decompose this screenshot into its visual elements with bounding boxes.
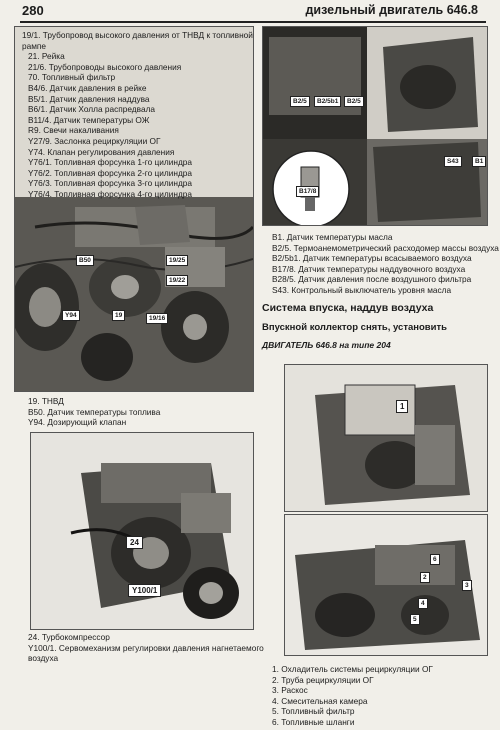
legend-item: B11/4. Датчик температуры ОЖ bbox=[28, 114, 150, 125]
engine-photo-turbocharger bbox=[30, 432, 254, 630]
legend-item: 19/1. Трубопровод высокого давления от ТНВД к топливной bbox=[22, 30, 253, 40]
callout-24: 24 bbox=[126, 536, 143, 549]
legend-item: воздуха bbox=[28, 653, 59, 664]
callout-y94: Y94 bbox=[62, 310, 80, 321]
callout-b50: B50 bbox=[76, 255, 94, 266]
legend-item: 1. Охладитель системы рециркуляции ОГ bbox=[272, 664, 433, 674]
page-number: 280 bbox=[22, 3, 44, 18]
section-subtitle: Впускной коллектор снять, установить bbox=[262, 322, 447, 333]
legend-item: Y94. Дозирующий клапан bbox=[28, 417, 127, 428]
legend-item: Y76/3. Топливная форсунка 3-го цилиндра bbox=[28, 178, 193, 189]
legend-item: Y76/2. Топливная форсунка 2-го цилиндра bbox=[28, 167, 193, 178]
section-title: Система впуска, наддув воздуха bbox=[262, 302, 434, 314]
header-rule bbox=[20, 21, 486, 23]
legend-item: Y100/1. Сервомеханизм регулировки давления нагнетаемого bbox=[28, 642, 264, 653]
callout-19-16: 19/16 bbox=[146, 313, 168, 324]
legend-item: 19. ТНВД bbox=[28, 396, 64, 406]
legend-item: B1. Датчик температуры масла bbox=[272, 232, 393, 242]
legend-item: 5. Топливный фильтр bbox=[272, 706, 355, 717]
section-engine-label: ДВИГАТЕЛЬ 646.8 на типе 204 bbox=[262, 340, 391, 350]
callout-19: 19 bbox=[112, 310, 125, 321]
fig-intake-legend bbox=[272, 664, 433, 728]
legend-item: 70. Топливный фильтр bbox=[28, 72, 116, 83]
engine-photo-intake-manifold bbox=[284, 514, 488, 656]
legend-item: Y76/1. Топливная форсунка 1-го цилиндра bbox=[28, 157, 193, 168]
legend-item: Y27/9. Заслонка рециркуляции ОГ bbox=[28, 135, 161, 146]
legend-item: Y76/4. Топливная форсунка 4-го цилиндра bbox=[28, 188, 193, 199]
legend-item: 21. Рейка bbox=[28, 51, 65, 62]
legend-item: B5/1. Датчик давления наддува bbox=[28, 93, 150, 104]
callout-5: 5 bbox=[410, 614, 420, 625]
callout-b2-5-left: B2/5 bbox=[290, 96, 310, 107]
legend-item: B2/5. Термоанемометрический расходомер массы воздуха bbox=[272, 242, 499, 253]
callout-y100-1: Y100/1 bbox=[128, 584, 161, 597]
callout-19-22: 19/22 bbox=[166, 275, 188, 286]
legend-item: 21/6. Трубопроводы высокого давления bbox=[28, 61, 182, 72]
legend-item: 3. Раскос bbox=[272, 685, 308, 696]
fig1-legend bbox=[22, 30, 254, 200]
callout-1: 1 bbox=[396, 400, 408, 413]
legend-item: 24. Турбокомпрессор bbox=[28, 632, 110, 642]
fig3-legend bbox=[28, 632, 264, 664]
legend-item: 4. Смесительная камера bbox=[272, 695, 368, 706]
legend-item: Y74. Клапан регулирования давления bbox=[28, 146, 175, 157]
callout-b2-5-right: B2/5 bbox=[344, 96, 364, 107]
callout-6: 6 bbox=[430, 554, 440, 565]
callout-b1: B1 bbox=[472, 156, 486, 167]
legend-item: B2/5b1. Датчик температуры всасываемого воздуха bbox=[272, 253, 472, 264]
callout-2: 2 bbox=[420, 572, 430, 583]
callout-3: 3 bbox=[462, 580, 472, 591]
legend-item: B28/5. Датчик давления после воздушного фильтра bbox=[272, 274, 472, 285]
callout-s43: S43 bbox=[444, 156, 462, 167]
legend-item: B50. Датчик температуры топлива bbox=[28, 406, 161, 417]
legend-item: 6. Топливные шланги bbox=[272, 716, 355, 727]
engine-photo-egr-cooler bbox=[284, 364, 488, 512]
callout-4: 4 bbox=[418, 598, 428, 609]
legend-item: B17/8. Датчик температуры наддувочного воздуха bbox=[272, 263, 466, 274]
callout-19-25: 19/25 bbox=[166, 255, 188, 266]
legend-item: 2. Труба рециркуляции ОГ bbox=[272, 674, 374, 685]
fig2-legend bbox=[28, 396, 160, 428]
callout-b17-8: B17/8 bbox=[296, 186, 319, 197]
page-header-title: дизельный двигатель 646.8 bbox=[305, 3, 478, 17]
legend-item: S43. Контрольный выключатель уровня масла bbox=[272, 284, 452, 295]
legend-item: B4/6. Датчик давления в рейке bbox=[28, 82, 147, 93]
legend-item: R9. Свечи накаливания bbox=[28, 125, 119, 136]
fig-right-legend bbox=[272, 232, 499, 296]
callout-b2-5b1: B2/5b1 bbox=[314, 96, 341, 107]
legend-item: B6/1. Датчик Холла распредвала bbox=[28, 104, 156, 115]
legend-item: рампе bbox=[22, 40, 47, 51]
